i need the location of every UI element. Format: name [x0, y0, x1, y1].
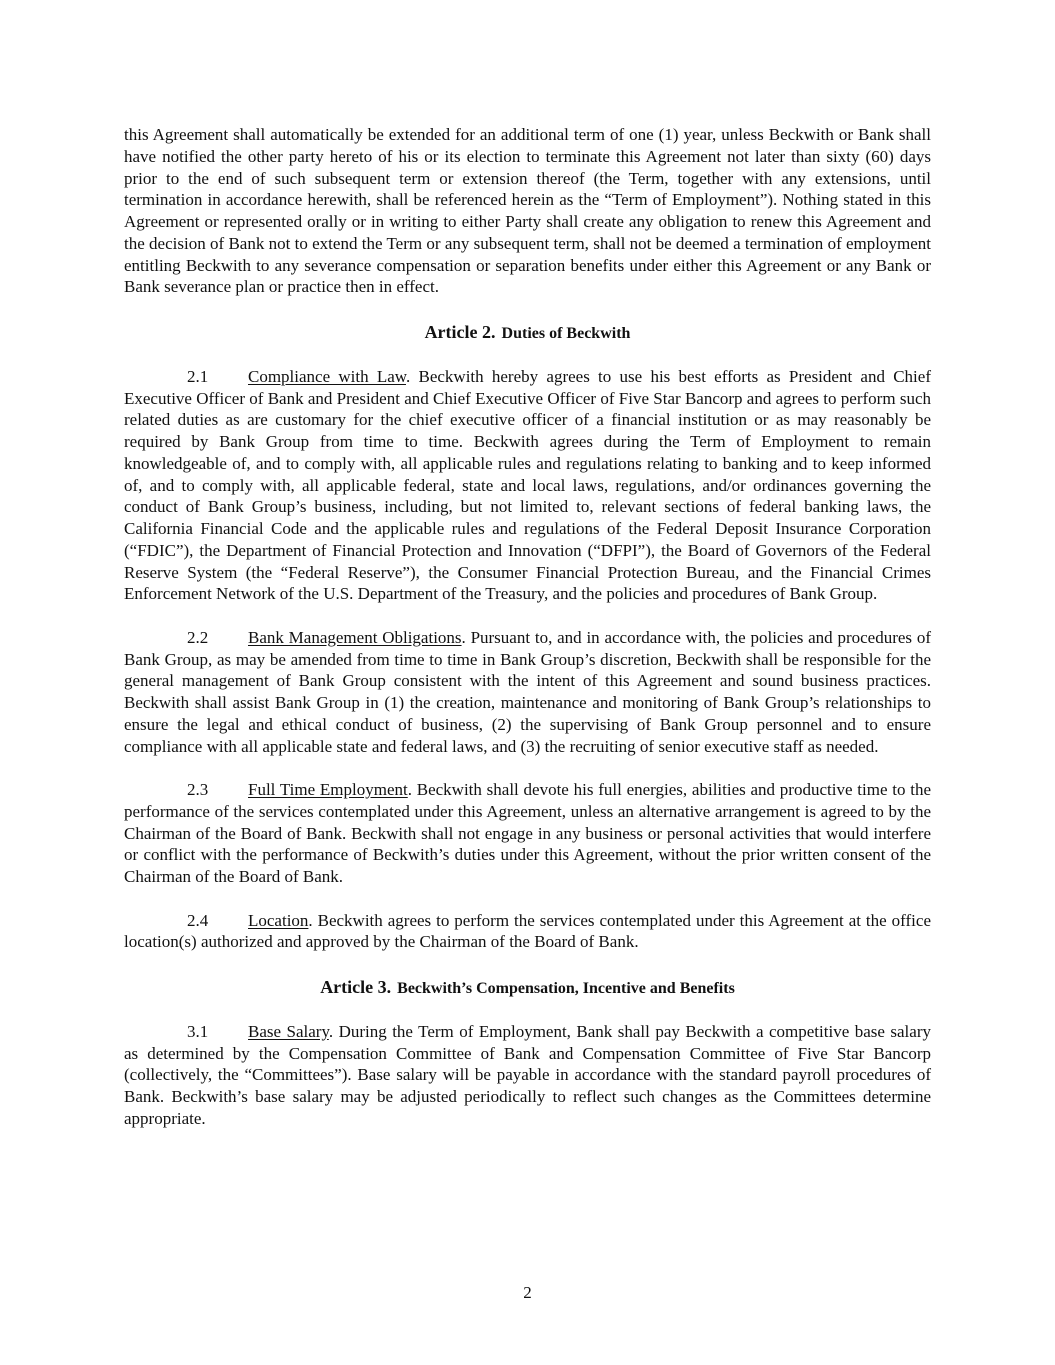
section-heading: Base Salary [248, 1021, 329, 1041]
article-label: Article 3. [320, 976, 392, 997]
article-3-heading [124, 975, 931, 1000]
section-text: . Pursuant to, and in accordance with, the policies and procedures of Bank Group, as may be amended from time to time in Bank Group’s discretion, Beckwith shall be responsible for the general management of Bank Group consistent with the intent of this Agreement and sound business practices. Beckwith shall assist Bank Group in (1) the creation, maintenance and monitoring of Bank Group’s relationships to ensure the legal and ethical conduct of business, (2) the supervising of Bank Group personnel and to ensure compliance with all applicable state and federal laws, and (3) the recruiting of senior executive staff as needed. [124, 627, 931, 756]
section-3-1 [124, 1021, 931, 1130]
section-2-3 [124, 779, 931, 888]
section-number: 2.2 [187, 627, 209, 647]
section-text: . During the Term of Employment, Bank shall pay Beckwith a competitive base salary as determined by the Compensation Committee of Bank and Compensation Committee of Five Star Bancorp (collectively, the “Committees”). Base salary will be payable in accordance with the standard payroll procedures of Bank. Beckwith’s base salary may be adjusted periodically to reflect such changes as the Committees determine appropriate. [124, 1021, 931, 1128]
section-number: 2.4 [187, 910, 209, 930]
section-number: 2.3 [187, 780, 209, 799]
section-number: 3.1 [187, 1021, 209, 1041]
article-label: Article 2. [424, 321, 496, 342]
intro-paragraph: this Agreement shall automatically be extended for an additional term of one (1) year, unless Beckwith or Bank shall have notified the other party hereto of his or its election to terminate this Agreement not later than sixty (60) days prior to the end of such subsequent term or extension thereof (the Term, together with any extensions, until termination in accordance herewith, shall be referenced herein as the “Term of Employment”). Nothing stated in this Agreement or represented orally or in writing to either Party shall create any obligation to renew this Agreement and the decision of Bank not to extend the Term or any subsequent term, shall not be deemed a termination of employment entitling Beckwith to any severance compensation or separation benefits under either this Agreement or any Bank or Bank severance plan or practice then in effect. [124, 125, 931, 297]
section-heading: Full Time Employment [248, 780, 408, 799]
document-page [124, 124, 931, 1151]
section-2-2 [124, 627, 931, 758]
article-title: Beckwith’s Compensation, Incentive and Benefits [397, 979, 735, 997]
section-text: . Beckwith hereby agrees to use his best efforts as President and Chief Executive Officer of Bank and President and Chief Executive Officer of Five Star Bancorp and agrees to perform such related duties as are customary for the chief executive officer of a financial institution or as may reasonably be required by Bank Group from time to time. Beckwith agrees during the Term of Employment to remain knowledgeable of, and to comply with, all applicable rules and regulations relating to banking and to keep informed of, and to comply with, all applicable federal, state and local laws, regulations, and/or ordinances governing the conduct of Bank Group’s business, including, but not limited to, relevant sections of federal banking laws, the California Financial Code and the applicable rules and regulations of the Federal Deposit Insurance Corporation (“FDIC”), the Department of Financial Protection and Innovation (“DFPI”), the Board of Governors of the Federal Reserve System (the “Federal Reserve”), the Consumer Financial Protection Bureau, and the Financial Crimes Enforcement Network of the U.S. Department of the Treasury, and the policies and procedures of Bank Group. [124, 366, 931, 604]
section-text: . Beckwith shall devote his full energies, abilities and productive time to the performance of the services contemplated under this Agreement, unless an alternative arrangement is agreed to by the Chairman of the Board of Bank. Beckwith shall not engage in any business or personal activities that would interfere or conflict with the performance of Beckwith’s duties under this Agreement, without the prior written consent of the Chairman of the Board of Bank. [124, 780, 932, 886]
section-heading: Compliance with Law [248, 366, 406, 386]
section-heading: Bank Management Obligations [248, 627, 462, 647]
section-2-1 [124, 366, 931, 605]
page-number: 2 [523, 1283, 532, 1302]
section-2-4 [124, 910, 931, 954]
section-text: . Beckwith agrees to perform the services contemplated under this Agreement at the office location(s) authorized and approved by the Chairman of the Board of Bank. [124, 910, 931, 952]
article-title: Duties of Beckwith [501, 324, 631, 342]
article-2-heading [124, 320, 931, 345]
section-number: 2.1 [187, 366, 209, 386]
section-heading: Location [248, 910, 309, 930]
